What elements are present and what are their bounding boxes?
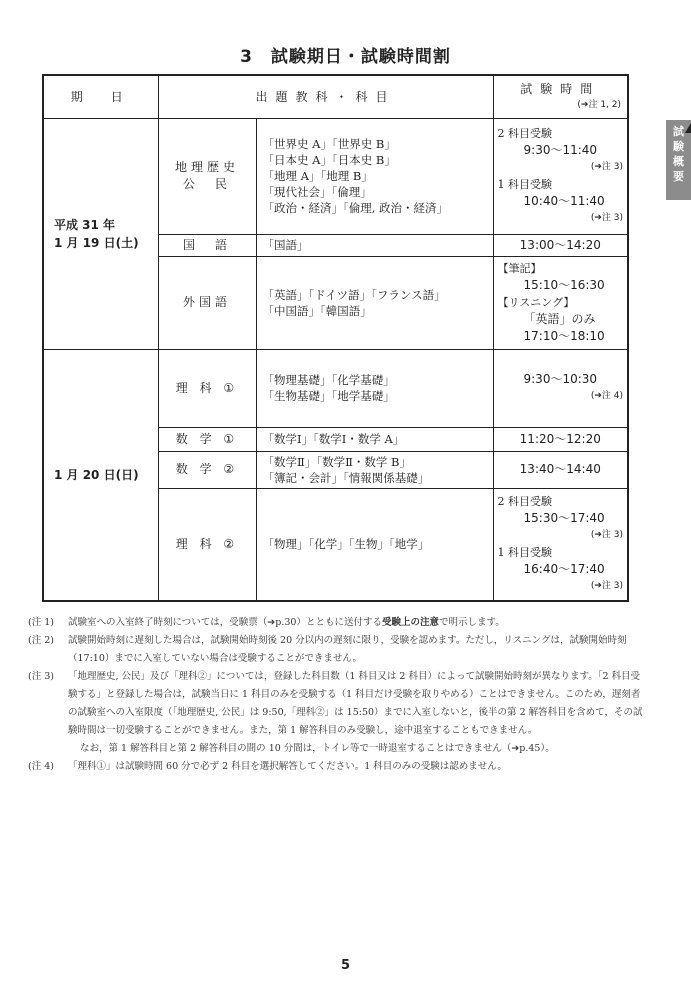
time-line: (➔注 3) (590, 162, 624, 172)
time-line: 【筆記】 (497, 262, 542, 275)
category-cell (158, 451, 256, 488)
footnote (28, 668, 648, 758)
time-cell (493, 427, 628, 451)
footnote-label: (注 2) (28, 635, 54, 646)
time-line: (➔注 3) (590, 581, 624, 592)
time-line: 9:30〜11:40 (523, 143, 598, 157)
category-label: 理 科 ② (175, 536, 239, 551)
time-line: 15:10〜16:30 (523, 278, 605, 292)
time-line: 16:40〜17:40 (523, 562, 605, 577)
footnote (28, 758, 648, 776)
category-label: 数 学 ① (175, 431, 239, 446)
exam-day-1-label: 平成 31 年 1 月 19 日(土) (54, 217, 139, 250)
time-cell (493, 488, 628, 601)
page-number: 5 (340, 958, 351, 973)
category-label: 数 学 ② (175, 462, 239, 476)
footnote-text (68, 668, 648, 758)
category-cell (158, 234, 256, 256)
category-cell (158, 256, 256, 349)
header-time (493, 75, 628, 118)
subjects-label: 「物理」「化学」「生物」「地学」 (262, 537, 430, 552)
time-cell (493, 451, 628, 488)
category-label: 国 語 (182, 237, 231, 252)
category-cell (158, 118, 256, 234)
time-line: 11:20〜12:20 (519, 431, 601, 446)
subjects-label: 「数学Ⅰ」「数学Ⅰ・数学 A」 (262, 432, 405, 446)
subjects-cell (256, 427, 493, 451)
footnote-text-part: 「地理歴史, 公民」及び「理科②」については，登録した科目数（1 科目又は 2 科目）によって試験開始時刻が異なります。「2 科目受験する」と登録した場合は，試験当日に 1 科目のみを受験する（1 科目だけ受験を取りやめる）ことはできません。このため，遅刻者の試験室への入室限度（「地理歴史, 公民」は 9:50,「理科②」は 15:50）までに入室しないと，後半の第 2 解答科目を含めて，その試験時間は一切受験することができません。また，第 1 解答科目のみ受験し，途中退室することもできません。 (68, 671, 643, 736)
exam-day-2 (43, 349, 158, 601)
subjects-cell (256, 451, 493, 488)
category-cell (158, 488, 256, 601)
time-line: 15:30〜17:40 (523, 511, 605, 526)
category-cell (158, 427, 256, 451)
time-line: 10:40〜11:40 (523, 194, 605, 208)
footnote-label: (注 4) (28, 761, 54, 772)
subjects-label: 「英語」「ドイツ語」「フランス語」 「中国語」「韓国語」 (262, 287, 446, 318)
footnote-label: (注 1) (28, 617, 54, 628)
subjects-label: 「世界史 A」「世界史 B」 「日本史 A」「日本史 B」 「地理 A」「地理 B」 「現代社会」「倫理」 「政治・経済」「倫理, 政治・経済」 (262, 137, 449, 215)
table-row (43, 118, 628, 234)
table-header-row (43, 75, 628, 118)
time-line: 1 科目受験 (497, 546, 553, 560)
time-line: 17:10〜18:10 (523, 329, 605, 343)
tab-corner-marker (685, 123, 691, 133)
footnote-text-part: で明示します。 (438, 617, 505, 628)
exam-day-2-label: 1 月 20 日(日) (54, 467, 139, 482)
exam-day-1 (43, 118, 158, 349)
section-tab (666, 120, 691, 200)
footnote-text (68, 614, 648, 632)
exam-schedule-table (42, 74, 629, 602)
subjects-cell (256, 488, 493, 601)
section-tab-label: 試 験 概 要 (673, 125, 684, 183)
table-row (43, 349, 628, 427)
time-line: 「英語」のみ (523, 312, 596, 326)
time-line: 13:40〜14:40 (519, 462, 601, 476)
time-line: 2 科目受験 (497, 127, 553, 140)
time-line: 1 科目受験 (497, 178, 553, 191)
subjects-cell (256, 256, 493, 349)
time-line: (➔注 4) (590, 391, 624, 401)
footnote-text-part: 試験室への入室終了時刻については，受験票（➔p.30）とともに送付する (68, 617, 382, 628)
footnote (28, 614, 648, 632)
footnote (28, 632, 648, 668)
subjects-label: 「数学Ⅱ」「数学Ⅱ・数学 B」 「簿記・会計」「情報関係基礎」 (262, 454, 430, 485)
category-label: 理 科 ① (175, 380, 239, 395)
header-time-note: (➔注 1, 2) (577, 99, 622, 110)
time-cell (493, 118, 628, 234)
header-time-label: 試験時間 (520, 81, 601, 96)
footnote-bold-text: 受験上の注意 (381, 617, 439, 628)
time-line: 2 科目受験 (497, 495, 553, 509)
page-title: 3 試験期日・試験時間割 (240, 47, 451, 67)
footnote-text-part: なお，第 1 解答科目と第 2 解答科目の間の 10 分間は，トイレ等で一時退室することはできません（➔p.45）。 (80, 743, 555, 754)
footnote-text: 「理科①」は試験時間 60 分で必ず 2 科目を選択解答してください。1 科目のみの受験は認めません。 (68, 761, 507, 772)
subjects-cell (256, 118, 493, 234)
time-line: (➔注 3) (590, 530, 624, 541)
time-line: 13:00〜14:20 (519, 237, 601, 252)
category-cell (158, 349, 256, 427)
category-label: 地理歴史 公 民 (174, 160, 239, 191)
time-line: 【リスニング】 (497, 296, 575, 309)
subjects-cell (256, 234, 493, 256)
header-subjects: 出題教科・科目 (158, 75, 493, 118)
time-cell (493, 234, 628, 256)
subjects-label: 「国語」 (262, 238, 309, 252)
subjects-cell (256, 349, 493, 427)
header-date: 期 日 (43, 75, 158, 118)
footnote-text: 試験開始時刻に遅刻した場合は，試験開始時刻後 20 分以内の遅刻に限り，受験を認めます。ただし，リスニングは，試験開始時刻（17:10）までに入室していない場合は受験することができません。 (68, 635, 627, 664)
time-cell (493, 349, 628, 427)
time-cell (493, 256, 628, 349)
footnotes (28, 614, 648, 776)
time-line: 9:30〜10:30 (523, 372, 598, 386)
category-label: 外国語 (182, 295, 231, 309)
time-line: (➔注 3) (590, 213, 624, 223)
subjects-label: 「物理基礎」「化学基礎」 「生物基礎」「地学基礎」 (262, 373, 395, 403)
footnote-label: (注 3) (28, 671, 54, 682)
